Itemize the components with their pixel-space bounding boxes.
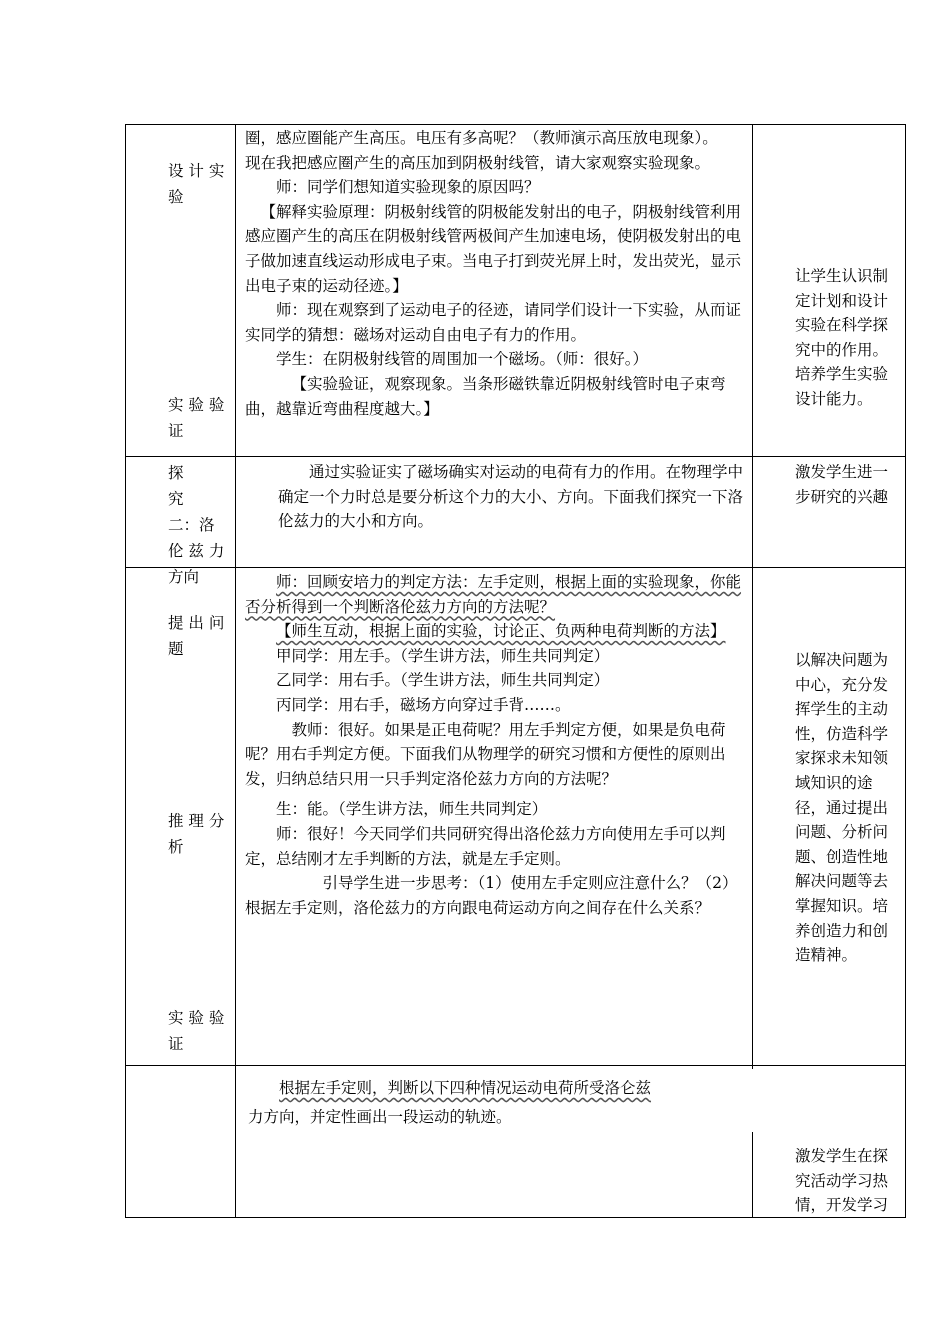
paragraph-line: 力方向，并定性画出一段运动的轨迹。 [248,1107,512,1126]
comment-text: 激发学生在探究活动学习热情，开发学习 [795,1147,889,1215]
column-divider-2b [752,1132,753,1218]
label-line: 实 验 验 [168,396,225,414]
row4-comment [795,1144,901,1218]
row-divider-3 [125,1065,906,1066]
label-design-experiment [168,158,228,210]
paragraph: 生：能。（学生讲方法，师生共同判定） [276,800,548,819]
label-raise-question [168,610,228,662]
row3-content [245,570,747,920]
row2-content [278,460,746,534]
paragraph: 【解释实验原理：阴极射线管的阴极能发射出的电子，阴极射线管利用感应圈产生的高压在阴极射线管两极间产生加速电场，使阴极发射出的电子做加速直线运动形成电子束。当电子打到荧光屏上时，发出荧光，显示出电子束的运动径迹。】 [245,202,742,295]
paragraph: 【实验验证，观察现象。当条形磁铁靠近阴极射线管时电子束弯曲，越靠近弯曲程度越大。】 [245,374,726,418]
label-line: 实 验 验 [168,1009,225,1027]
paragraph: 引导学生进一步思考：（1）使用左手定则应注意什么？（2）根据左手定则，洛伦兹力的方向跟电荷运动方向之间存在什么关系？ [245,874,738,917]
row1-comment [795,264,901,412]
row1-content [245,126,747,421]
paragraph [245,570,747,619]
paragraph: 丙同学：用右手，磁场方向穿过手背……。 [276,695,571,714]
paragraph-line [248,1076,748,1101]
paragraph: 甲同学：用左手。（学生讲方法，师生共同判定） [276,646,610,665]
row4-content [248,1076,748,1129]
label-experiment-verify [168,392,228,444]
label-line: 伦 兹 力 [168,542,225,560]
paragraph: 师：现在观察到了运动电子的径迹，请同学们设计一下实验，从而证实同学的猜想：磁场对运动自由电子有力的作用。 [245,301,742,344]
column-divider-2 [752,124,753,1069]
paragraph [245,619,747,644]
label-explore-two [168,460,228,590]
paragraph: 圈，感应圈能产生高压。电压有多高呢？（教师演示高压放电现象）。现在我把感应圈产生的高压加到阴极射线管，请大家观察实验现象。 [245,129,718,172]
paragraph: 学生：在阴极射线管的周围加一个磁场。（师：很好。） [276,350,649,369]
paragraph: 通过实验证实了磁场确实对运动的电荷有力的作用。在物理学中确定一个力时总是要分析这个力的大小、方向。下面我们探究一下洛伦兹力的大小和方向。 [278,463,744,531]
paragraph-text: 师：回顾安培力的判定方法：左手定则，根据上面的实验现象，你能否分析得到一个判断洛伦兹力方向的方法呢？ [245,573,742,616]
paragraph: 师：很好！今天同学们共同研究得出洛伦兹力方向使用左手可以判定，总结刚才左手判断的方法，就是左手定则。 [245,824,726,868]
label-line: 验 [168,188,184,206]
paragraph-text: 根据左手定则，判断以下四种情况运动电荷所受洛仑兹 [279,1079,652,1097]
paragraph: 教师：很好。如果是正电荷呢？用左手判定方便，如果是负电荷呢？用右手判定方便。下面我们从物理学的研究习惯和方便性的原则出发，归纳总结只用一只手判定洛伦兹力方向的方法呢？ [245,720,726,788]
row3-comment [795,648,901,968]
row-divider-2 [125,567,906,568]
comment-text: 让学生认识制定计划和设计实验在科学探究中的作用。培养学生实验设计能力。 [795,267,889,408]
column-divider-1 [235,124,236,1218]
label-line: 二：洛 [168,516,215,534]
label-experiment-verify-2 [168,1005,228,1057]
label-line: 设 计 实 [168,162,225,180]
label-line: 析 [168,838,184,856]
paragraph: 乙同学：用右手。（学生讲方法，师生共同判定） [276,671,610,690]
label-line: 提 出 问 [168,614,225,632]
label-reasoning [168,808,228,860]
comment-text: 激发学生进一步研究的兴趣 [795,463,889,506]
paragraph-text: 【师生互动，根据上面的实验，讨论正、负两种电荷判断的方法】 [276,622,726,641]
label-line: 推 理 分 [168,812,225,830]
label-line: 题 [168,640,184,658]
label-line: 证 [168,1035,184,1053]
row-divider-1 [125,456,906,457]
label-line: 探 究 [168,464,215,508]
label-line: 方向 [168,568,200,586]
label-line: 证 [168,422,184,440]
row2-comment [795,460,901,509]
comment-text: 以解决问题为中心，充分发挥学生的主动性，仿造科学家探求未知领域知识的途径，通过提出问题、分析问题、创造性地解决问题等去掌握知识。培养创造力和创造精神。 [795,651,889,965]
paragraph: 师：同学们想知道实验现象的原因吗？ [276,178,540,197]
